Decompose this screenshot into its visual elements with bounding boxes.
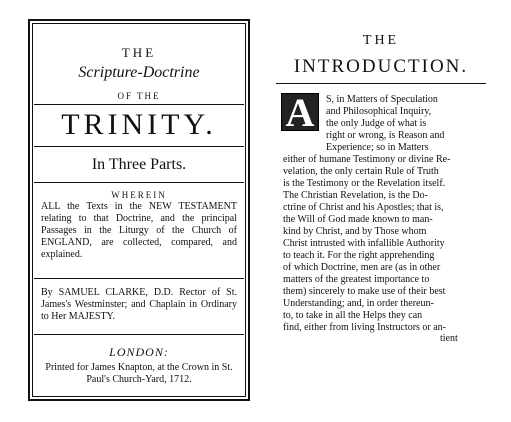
imprint-text: Printed for James Knapton, at the Crown in St. Paul's Church-Yard, 1712. (45, 362, 233, 385)
intro-rule (276, 83, 486, 84)
intro-line: Understanding; and, in order thereun- (283, 298, 434, 309)
intro-line: S, in Matters of Speculation (326, 94, 438, 105)
title-of-the: OF THE (117, 91, 161, 101)
title-rule (34, 278, 244, 279)
intro-line: right or wrong, is Reason and (326, 130, 445, 141)
title-rule (34, 104, 244, 105)
title-the: THE (121, 45, 157, 60)
intro-line: kind by Christ, and by Those whom (283, 226, 427, 237)
intro-line: and Philosophical Inquiry, (326, 106, 432, 117)
title-in-three-parts: In Three Parts. (91, 156, 187, 173)
intro-line: to teach it. For the right apprehending (283, 250, 435, 261)
intro-line: find, either from living Instructors or an- (283, 322, 447, 333)
title-wherein: WHEREIN (111, 190, 167, 200)
imprint-city: LONDON: (109, 345, 169, 359)
intro-line: Christ intrusted with infallible Authority (283, 238, 445, 249)
intro-line: is the Testimony or the Revelation itself. (283, 178, 446, 189)
title-description: ALL the Texts in the NEW TESTAMENT relating to that Doctrine, and the principal Passages in the Liturgy of the Church of ENGLAND, are collected, compared, and explained. (41, 201, 237, 260)
title-rule (34, 146, 244, 147)
title-scripture-doctrine: Scripture-Doctrine (78, 64, 200, 81)
intro-line: the Will of God made known to man- (283, 214, 433, 225)
title-author: By SAMUEL CLARKE, D.D. Rector of St. James's Westminster; and Chaplain in Ordinary to Her MAJESTY. (41, 287, 237, 322)
intro-line: to, to take in all the Helps they can (283, 310, 423, 321)
intro-line: matters of the greatest importance to (283, 274, 430, 285)
intro-line: the only Judge of what is (326, 118, 427, 129)
intro-heading: INTRODUCTION. (293, 56, 469, 77)
catchword: tient (440, 333, 458, 344)
drop-cap: A (281, 93, 319, 131)
intro-line: Experience; so in Matters (326, 142, 429, 153)
intro-line: ctrine of Christ and his Apostles; that is, (283, 202, 444, 213)
intro-line: them) sincerely to make use of their best (283, 286, 446, 297)
intro-line: velation, the only certain Rule of Truth (283, 166, 439, 177)
title-rule (34, 334, 244, 335)
title-rule (34, 182, 244, 183)
intro-line: of which Doctrine, men are (as in other (283, 262, 441, 273)
title-trinity: TRINITY. (61, 108, 217, 141)
intro-line: The Christian Revelation, is the Do- (283, 190, 428, 201)
intro-line: either of humane Testimony or divine Re- (283, 154, 451, 165)
intro-heading-the: THE (362, 33, 400, 48)
